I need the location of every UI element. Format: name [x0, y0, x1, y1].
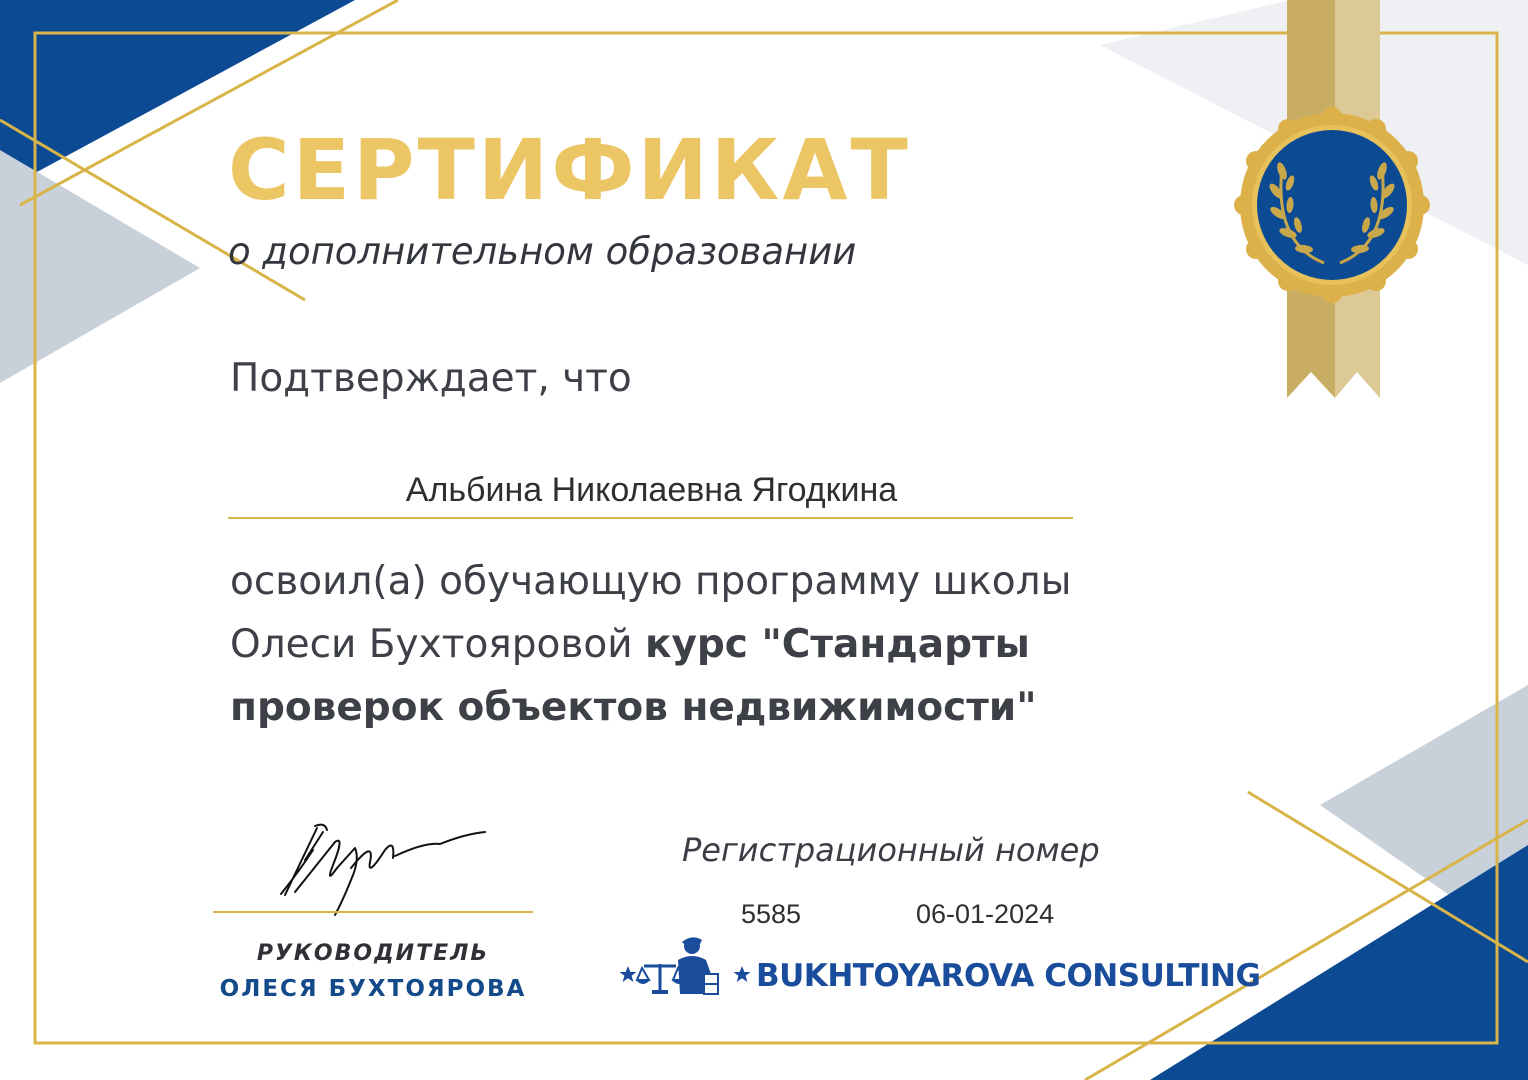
star-icon [620, 966, 637, 982]
recipient-underline [228, 517, 1073, 519]
certificate-subtitle: о дополнительном образовании [228, 230, 857, 273]
signature-line [213, 911, 533, 913]
corner-shape-gray-left [0, 150, 200, 383]
confirm-text: Подтверждает, что [230, 356, 632, 401]
recipient-name: Альбина Николаевна Ягодкина [405, 471, 898, 509]
body-line-2-regular: Олеси Бухтояровой [230, 622, 645, 667]
director-name: ОЛЕСЯ БУХТОЯРОВА [219, 976, 527, 1002]
registration-number: 5585 [741, 899, 802, 929]
star-icon [734, 966, 751, 982]
body-line-2 [230, 613, 1210, 676]
lawyer-scales-icon [618, 934, 754, 998]
company-logo-text: BUKHTOYAROVA CONSULTING [756, 958, 1261, 994]
course-name-part-2: проверок объектов недвижимости" [230, 685, 1037, 730]
handwritten-signature [255, 820, 495, 920]
course-name-part-1: курс "Стандарты [644, 622, 1030, 667]
body-line-1: освоил(а) обучающую программу школы [230, 559, 1072, 604]
certificate-title: СЕРТИФИКАТ [228, 121, 911, 219]
course-description [230, 550, 1210, 739]
registration-date: 06-01-2024 [916, 899, 1055, 929]
director-role: РУКОВОДИТЕЛЬ [256, 941, 490, 966]
registration-label: Регистрационный номер [682, 831, 1100, 869]
